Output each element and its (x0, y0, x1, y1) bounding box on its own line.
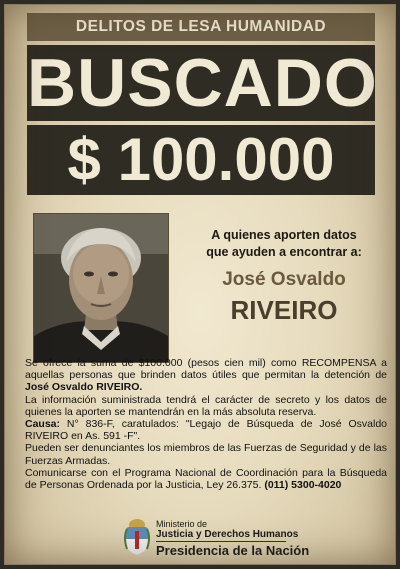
case-text: N° 836-F, caratulados: "Legajo de Búsqueda de José Osvaldo RIVEIRO en As. 591 -F". (25, 418, 387, 443)
appeal-text (181, 227, 387, 261)
case-label: Causa: (25, 418, 61, 431)
appeal-line-1: A quienes aporten datos (211, 228, 357, 242)
reward-paragraph (25, 357, 387, 394)
footer (5, 513, 395, 565)
contact-paragraph (25, 467, 387, 491)
wanted-surname: RIVEIRO (230, 295, 338, 325)
contact-phone: (011) 5300-4020 (264, 479, 342, 492)
footer-divider (156, 541, 286, 542)
wanted-poster (4, 4, 396, 565)
suspect-photo (33, 213, 169, 363)
contact-text: Comunicarse con el Programa Nacional de Coordinación para la Búsqueda de Personas Ordenada por la Justicia, Ley 26.375. (25, 466, 387, 492)
case-paragraph (25, 418, 387, 442)
wanted-first-name: José Osvaldo (222, 269, 346, 290)
poster-title: BUSCADO (27, 45, 378, 121)
presidency-label: Presidencia de la Nación (156, 543, 310, 558)
reward-amount: $ 100.000 (27, 125, 375, 195)
suspect-portrait-image (34, 214, 168, 362)
ministry-name: Justicia y Derechos Humanos (156, 528, 299, 540)
category-text: DELITOS DE LESA HUMANIDAD (75, 18, 327, 35)
appeal-line-2: que ayuden a encontrar a: (206, 245, 362, 259)
category-banner (27, 13, 375, 41)
reward-details (25, 357, 387, 491)
ministry-label: Ministerio de (156, 519, 208, 529)
reward-text: Se ofrece la suma de $100.000 (pesos cien mil) como RECOMPENSA a aquellas personas que brinden datos útiles que permitan la detención de (25, 357, 387, 382)
national-seal-icon (123, 517, 151, 557)
confidentiality-paragraph: La información suministrada tendrá el carácter de secreto y los datos de quienes la aporten se mantendrán en la más absoluta reserva. (25, 393, 387, 418)
informants-paragraph: Pueden ser denunciantes los miembros de las Fuerzas de Seguridad y de las Fuerzas Armadas. (25, 442, 387, 467)
reward-suspect-name: José Osvaldo RIVEIRO. (25, 381, 143, 394)
ministry-block (156, 519, 298, 540)
